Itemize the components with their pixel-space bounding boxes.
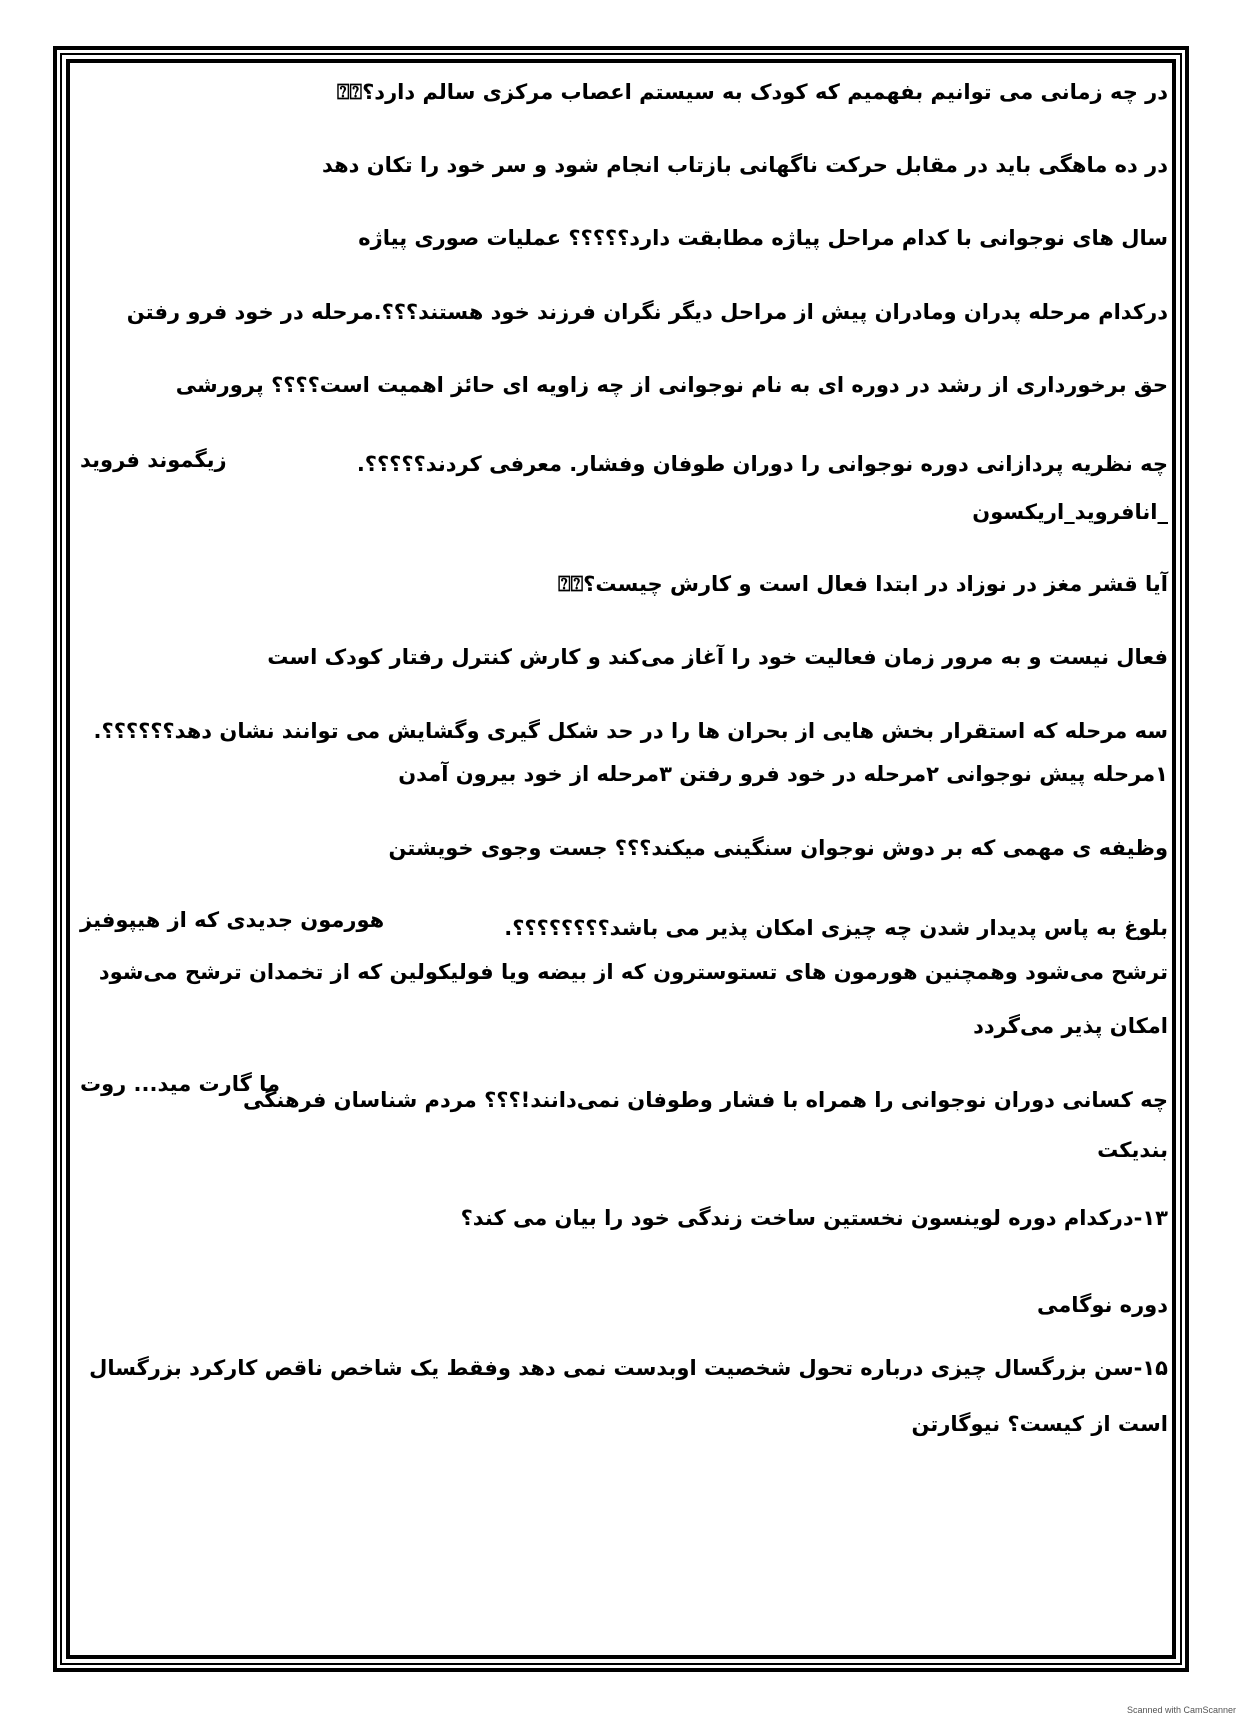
answer-line: _انافروید_اریکسون <box>972 500 1168 524</box>
question-line: چه کسانی دوران نوجوانی را همراه با فشار وطوفان نمی‌دانند!؟؟؟ مردم شناسان فرهنگی <box>242 1088 1168 1112</box>
answer-line: فعال نیست و به مرور زمان فعالیت خود را آغاز می‌کند و کارش کنترل رفتار کودک است <box>267 645 1168 669</box>
question-line: سال های نوجوانی با کدام مراحل پیاژه مطابقت دارد؟؟؟؟؟ عملیات صوری پیاژه <box>358 226 1168 250</box>
question-line: ۱۳-درکدام دوره لوینسون نخستین ساخت زندگی خود را بیان می کند؟ <box>460 1206 1168 1230</box>
answer-line: ۱مرحله پیش نوجوانی ۲مرحله در خود فرو رفتن ۳مرحله از خود بیرون آمدن <box>398 762 1168 786</box>
answer-line: امکان پذیر می‌گردد <box>973 1014 1168 1038</box>
answer-line: ترشح می‌شود وهمچنین هورمون های تستوسترون که از بیضه ویا فولیکولین که از تخمدان ترشح می‌شود <box>98 960 1168 984</box>
question-line: درکدام مرحله پدران ومادران پیش از مراحل دیگر نگران فرزند خود هستند؟؟؟.مرحله در خود فرو رفتن <box>126 300 1168 324</box>
question-line: است از کیست؟ نیوگارتن <box>911 1412 1168 1436</box>
answer-fragment: زیگموند فروید <box>80 448 227 472</box>
answer-line: در ده ماهگی باید در مقابل حرکت ناگهانی بازتاب انجام شود و سر خود را تکان دهد <box>321 153 1168 177</box>
question-line: حق برخورداری از رشد در دوره ای به نام نوجوانی از چه زاویه ای حائز اهمیت است؟؟؟؟ پرورشی <box>175 373 1168 397</box>
question-line: بلوغ به پاس پدیدار شدن چه چیزی امکان پذیر می باشد؟؟؟؟؟؟؟؟. <box>504 916 1168 940</box>
question-line: چه نظریه پردازانی دوره نوجوانی را دوران طوفان وفشار. معرفی کردند؟؟؟؟؟. <box>356 452 1168 476</box>
question-line: ۱۵-سن بزرگسال چیزی درباره تحول شخصیت اوبدست نمی دهد وفقط یک شاخص ناقص کارکرد بزرگسال <box>89 1356 1168 1380</box>
question-line: سه مرحله که استقرار بخش هایی از بحران ها را در حد شکل گیری وگشایش می توانند نشان دهد؟؟؟؟؟؟. <box>93 719 1168 743</box>
question-line: وظیفه ی مهمی که بر دوش نوجوان سنگینی میکند؟؟؟ جست وجوی خویشتن <box>388 836 1168 860</box>
answer-fragment: ما گارت مید... روت <box>80 1072 280 1096</box>
answer-line: دوره نوگامی <box>1036 1293 1168 1317</box>
answer-fragment: هورمون جدیدی که از هیپوفیز <box>80 908 385 932</box>
answer-line: بندیکت <box>1097 1138 1168 1162</box>
scanner-watermark: Scanned with CamScanner <box>1126 1705 1236 1715</box>
question-line: آیا قشر مغز در نوزاد در ابتدا فعال است و کارش چیست؟⍰⍰ <box>557 572 1168 596</box>
question-line: در چه زمانی می توانیم بفهمیم که کودک به سیستم اعصاب مرکزی سالم دارد؟⍰⍰ <box>336 80 1168 104</box>
